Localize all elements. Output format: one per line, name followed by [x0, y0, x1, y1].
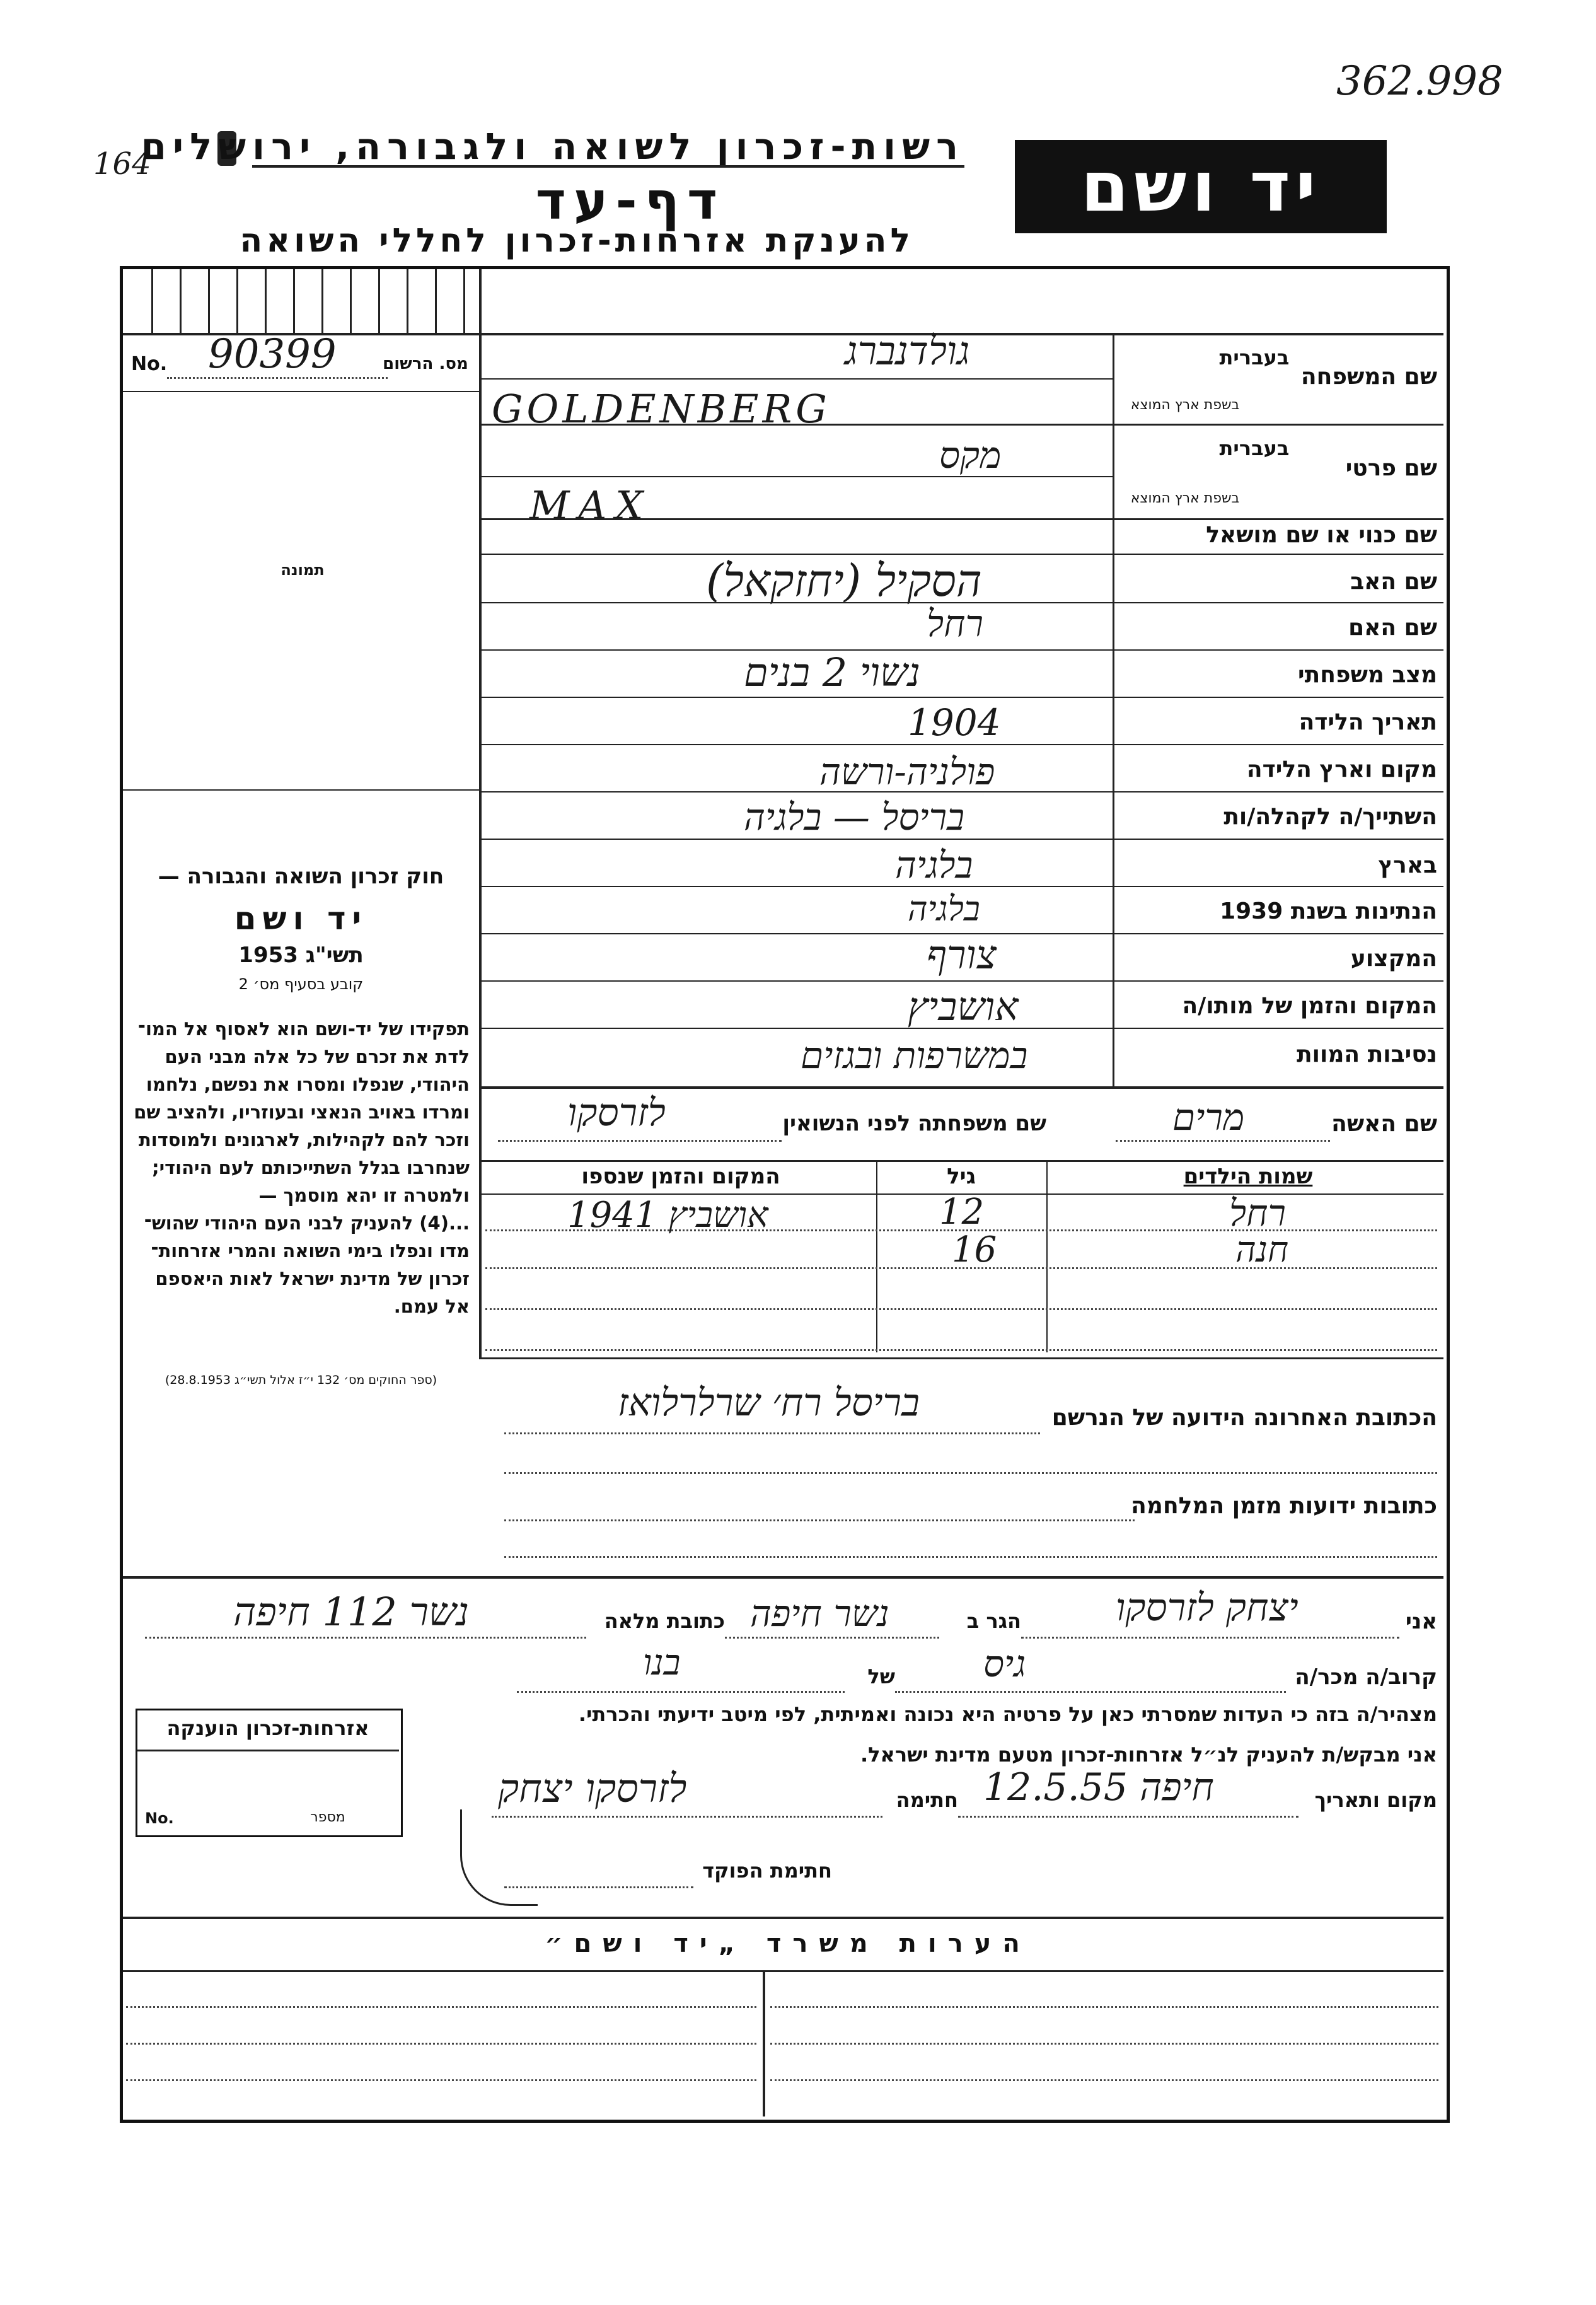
declaration-text: מצהיר/ה בזה כי העדות שמסרתי כאן על פרטיה היא נכונה ואמיתית, לפי מיטב ידיעתי והכרתי.: [578, 1702, 1437, 1726]
doc-subtitle: להענקת אזרחות-זכרון לחללי השואה: [240, 222, 914, 260]
resident-label: הגר ב: [966, 1609, 1021, 1633]
place-date-value: חיפה 12.5.55: [983, 1765, 1214, 1809]
family-status-value: נשוי 2 בנים: [744, 649, 921, 695]
origin-lang-label-1: בשפת ארץ המוצא: [1130, 397, 1240, 413]
surname-latin-value: GOLDENBERG: [492, 386, 831, 432]
no-label: No.: [131, 353, 168, 375]
citizenship-label: הנתינות בשנת 1939: [1220, 898, 1437, 924]
registration-number: 90399: [208, 331, 337, 378]
age-label: גיל: [947, 1164, 976, 1189]
file-number: 362.998: [1336, 58, 1503, 105]
i-label: אני: [1405, 1609, 1437, 1634]
wife-label: שם האשה: [1331, 1111, 1437, 1137]
death-label: המקום והזמן של מותו/ה: [1182, 993, 1437, 1019]
citizenship-number-label: מספר: [310, 1809, 345, 1825]
citizenship-granted-title: אזרחות-זכרון הוענקה: [166, 1716, 369, 1740]
child-2-name: חנה: [1235, 1229, 1289, 1270]
residence-value: נשר חיפה: [750, 1592, 889, 1635]
mother-value: רחל: [927, 602, 983, 645]
place-date-label: מקום ותאריך: [1314, 1788, 1437, 1812]
in-hebrew-label-2: בעברית: [1219, 436, 1290, 460]
doc-title: דף-עד: [535, 171, 726, 231]
citizenship-no-label: No.: [145, 1809, 174, 1827]
signature-label: חתימה: [896, 1788, 958, 1812]
law-name: יד ושם: [234, 900, 368, 937]
war-addresses-label: כתובות ידועות מזמן המלחמה: [1131, 1493, 1437, 1519]
law-title: חוק זכרון השואה והגבורה —: [158, 864, 444, 889]
country-value: בלגיה: [895, 844, 973, 886]
yad-vashem-logo: יד ושם: [1015, 140, 1387, 233]
last-address-value: בריסל רח׳ שרלרלואז: [618, 1381, 920, 1425]
child-death-label: המקום והזמן שנספו: [581, 1164, 780, 1189]
profession-value: צורף: [927, 932, 997, 978]
community-value: בריסל — בלגיה: [744, 796, 965, 839]
label-column-divider: [1113, 333, 1114, 1086]
child-1-name: רחל: [1229, 1192, 1286, 1234]
reg-label: מס. הרשום: [383, 354, 468, 373]
birth-place-label: מקום וארץ הלידה: [1246, 757, 1437, 782]
profession-label: המקצוע: [1350, 946, 1437, 972]
child-1-age: 12: [939, 1192, 985, 1233]
surname-hebrew-value: גולדנברג: [845, 328, 970, 374]
first-name-latin-value: MAX: [529, 482, 652, 528]
authority-line: רשות-זכרון לשואה ולגבורה, ירושלים: [141, 125, 964, 168]
birth-place-value: פולניה-ורשה: [819, 750, 995, 793]
relation-value: גיס: [983, 1642, 1026, 1685]
maiden-label: שם משפחתה לפני הנשואין: [782, 1111, 1046, 1136]
nickname-label: שם כנוי או שם מושאל: [1206, 522, 1437, 548]
family-status-label: מצב משפחתי: [1298, 662, 1437, 688]
citizenship-value: בלגיה: [908, 889, 980, 929]
circumstances-value: במשרפות ובגזים: [801, 1034, 1028, 1077]
law-year: תשי"ג 1953: [238, 943, 364, 968]
first-name-hebrew-value: מקס: [939, 434, 1002, 477]
page-mark: 164: [93, 146, 151, 182]
birth-date-label: תאריך הלידה: [1298, 709, 1437, 735]
maiden-value: לזרסקו: [567, 1091, 666, 1135]
of-label: של: [867, 1664, 895, 1688]
signature-value: לזרסקו יצחק: [498, 1765, 687, 1811]
office-notes-title: הערות משרד „יד ושם״: [545, 1929, 1031, 1958]
relative-label: קרוב/ה מכר/ה: [1295, 1664, 1437, 1690]
officer-signature-label: חתימת הפוקד: [702, 1859, 832, 1883]
child-2-age: 16: [952, 1229, 997, 1270]
address-label: כתובת מלאה: [604, 1609, 725, 1633]
father-label: שם האב: [1350, 569, 1437, 595]
address-value: נשר 112 חיפה: [233, 1589, 470, 1635]
mother-label: שם האם: [1348, 615, 1437, 641]
origin-lang-label-2: בשפת ארץ המוצא: [1130, 491, 1240, 506]
circumstances-label: נסיבות המוות: [1297, 1042, 1437, 1067]
children-label: שמות הילדים: [1183, 1164, 1313, 1189]
surname-label: שם המשפחה: [1300, 364, 1437, 390]
country-label: בארץ: [1378, 852, 1437, 878]
law-clause: קובע בסעיף מס׳ 2: [238, 975, 364, 993]
child-1-death: אושביץ 1941: [567, 1195, 768, 1236]
witness-name: יצחק לזרסקו: [1116, 1586, 1298, 1630]
in-hebrew-label-1: בעברית: [1219, 345, 1290, 369]
death-value: אושביץ: [908, 984, 1019, 1030]
birth-date-value: 1904: [908, 701, 1001, 744]
law-citation: (ספר החוקים מס׳ 132 י״ז אלול תשי״ג 28.8.1953): [165, 1373, 437, 1387]
wife-value: מרים: [1172, 1096, 1245, 1139]
father-value: הסקיל (יחזקאל): [706, 555, 982, 607]
request-text: אני מבקש/ת להעניק לנ״ל אזרחות-זכרון מטעם מדינת ישראל.: [860, 1743, 1437, 1767]
community-label: השתייך/ה לקהלה/ות: [1223, 804, 1437, 830]
first-name-label: שם פרטי: [1345, 455, 1437, 481]
law-text: תפקידו של יד-ושם הוא לאסוף אל המו־ לדת את זכרם של כל אלה מבני העם היהודי, שנפלו ומסרו את נפשם, נלחמו ומרדו באויב הנאצי ובעוזריו, ולהציב שם וזכר להם לקהילות, לארגונים ולמוסדות שנחרבו בגלל השתייכותם לעם היהודי; ולמטרה זו יהא מוסמך — ...(4) להעניק לבני העם היהודי שהוש־ מדו ונפלו בימי השואה והמרי אזרחות־ זכרון של מדינת ישראל לאות היאספם אל עמם.: [134, 1018, 470, 1317]
last-address-label: הכתובת האחרונה הידועה של הנרשם: [1051, 1405, 1437, 1431]
of-value: בנו: [643, 1642, 681, 1683]
photo-placeholder: תמונה: [280, 561, 325, 579]
